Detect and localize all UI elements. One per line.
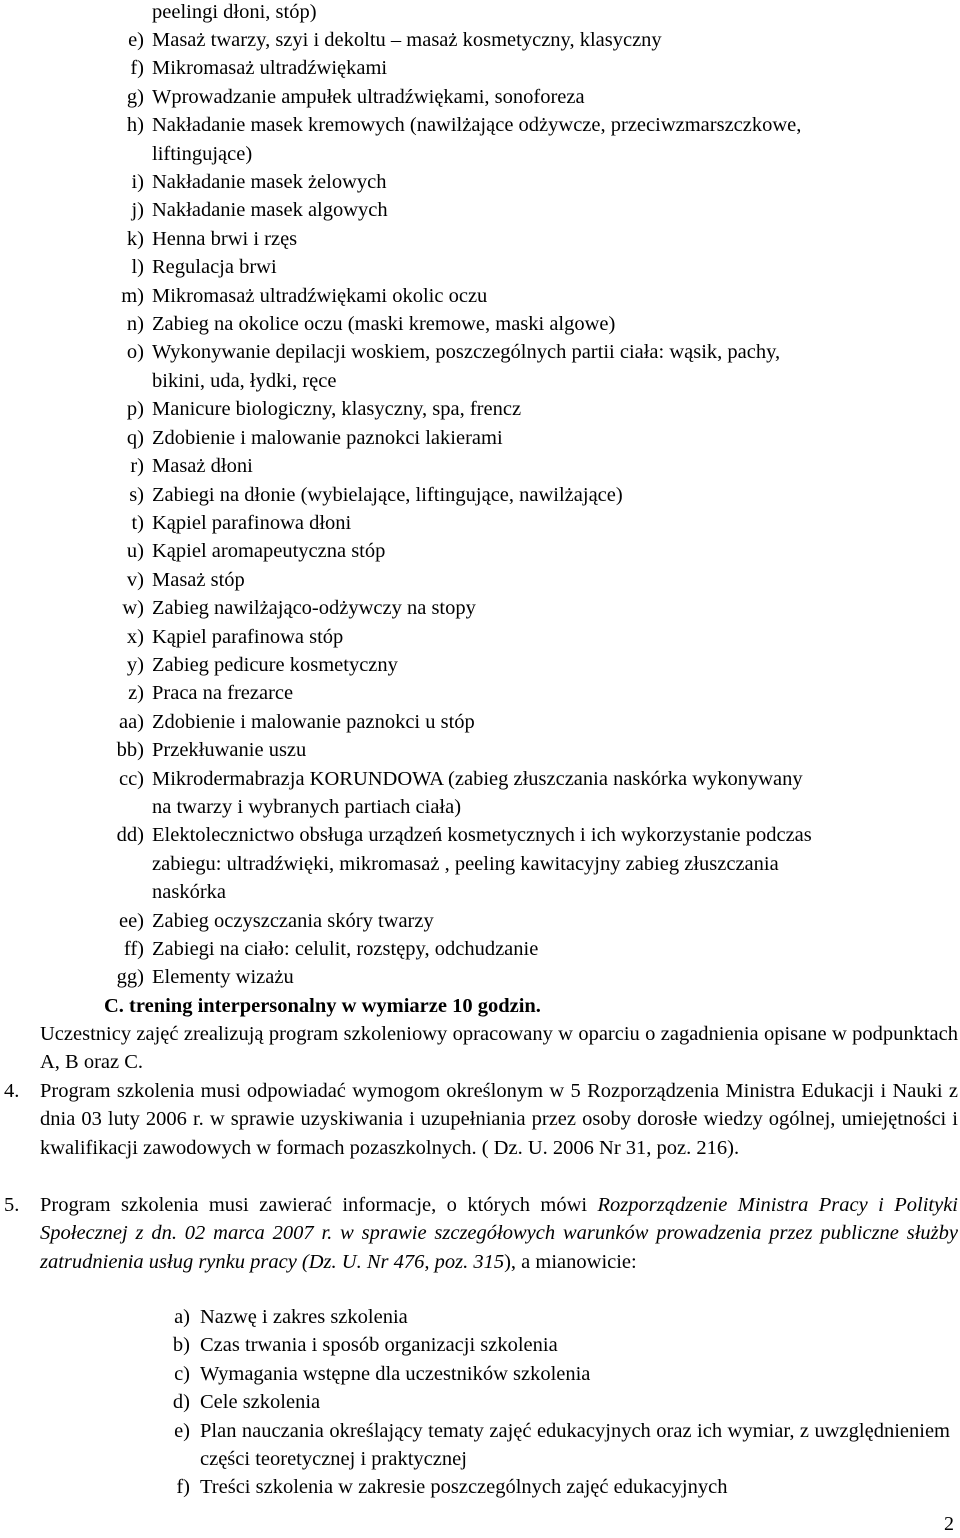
topic-item-text: Manicure biologiczny, klasyczny, spa, frencz	[152, 398, 522, 421]
program-item-label: d)	[172, 1391, 190, 1414]
topic-item-label: m)	[121, 284, 144, 307]
topic-item-text: Wykonywanie depilacji woskiem, poszczególnych partii ciała: wąsik, pachy,	[152, 341, 781, 364]
topic-item	[0, 537, 960, 565]
topic-item	[0, 594, 960, 622]
program-item-label: f)	[176, 1476, 190, 1499]
topic-item-text: Zabieg na okolice oczu (maski kremowe, maski algowe)	[152, 313, 616, 336]
topic-item-text: Masaż dłoni	[152, 455, 253, 478]
topic-item-text: Zabieg nawilżająco-odżywczy na stopy	[152, 597, 476, 620]
topic-item-label: w)	[122, 597, 144, 620]
topic-item-text: Zdobienie i malowanie paznokci u stóp	[152, 710, 475, 733]
topic-item	[0, 907, 960, 935]
topic-item-label	[0, 140, 152, 168]
topic-item-text: Wprowadzanie ampułek ultradźwiękami, sonoforeza	[152, 85, 585, 108]
topic-item	[0, 54, 960, 82]
topic-item-text: Przekłuwanie uszu	[152, 739, 307, 762]
program-item-text: Wymagania wstępne dla uczestników szkolenia	[200, 1362, 591, 1385]
topic-item	[0, 623, 960, 651]
topic-item	[0, 878, 960, 906]
topic-item-label: q)	[126, 426, 144, 449]
topic-item	[0, 367, 960, 395]
program-contents-list	[0, 1303, 960, 1502]
topic-item	[0, 566, 960, 594]
program-item-label: a)	[174, 1306, 190, 1328]
topic-item	[0, 679, 960, 707]
topic-item-label: f)	[130, 57, 144, 80]
topic-item-text: Nakładanie masek algowych	[152, 199, 388, 222]
program-item	[0, 1331, 960, 1359]
topic-item-text: naskórka	[152, 881, 227, 904]
topic-item	[0, 509, 960, 537]
topic-item-label: r)	[130, 455, 144, 478]
topic-item-text: bikini, uda, łydki, ręce	[152, 369, 337, 392]
topic-item	[0, 253, 960, 281]
topic-item-text: Praca na frezarce	[152, 682, 294, 705]
program-item-text: Treści szkolenia w zakresie poszczególnych zajęć edukacyjnych	[200, 1476, 728, 1499]
topic-item-label: aa)	[118, 710, 144, 733]
topic-item-label: gg)	[116, 966, 144, 989]
topic-item-text: Nakładanie masek żelowych	[152, 171, 387, 194]
topic-item	[0, 651, 960, 679]
topic-item-text: Zabiegi na dłonie (wybielające, liftingujące, nawilżające)	[152, 483, 623, 506]
topic-item-label: ff)	[123, 938, 144, 960]
topic-item	[0, 26, 960, 54]
topic-item-text: Zabieg oczyszczania skóry twarzy	[152, 909, 434, 932]
item-5-number: 5.	[4, 1194, 20, 1216]
participants-paragraph: Uczestnicy zajęć zrealizują program szkoleniowy opracowany w oparciu o zagadnienia opisane w podpunktach A, B oraz C.	[40, 1023, 958, 1074]
topic-item-label: x)	[126, 625, 144, 648]
topic-item-text: Mikromasaż ultradźwiękami okolic oczu	[152, 284, 488, 307]
program-item-text: Plan nauczania określający tematy zajęć edukacyjnych oraz ich wymiar, z uwzględnieniem części teoretycznej i praktycznej	[200, 1419, 950, 1471]
topic-item-text: Henna brwi i rzęs	[152, 227, 298, 250]
topic-item-label: u)	[126, 540, 144, 563]
topic-item-text: Elementy wizażu	[152, 966, 294, 989]
program-item-text: Cele szkolenia	[200, 1391, 321, 1414]
program-item-label: c)	[174, 1362, 190, 1385]
topic-item-label: h)	[126, 114, 144, 137]
topic-item-text: Mikromasaż ultradźwiękami	[152, 57, 388, 80]
topic-item-text: Elektolecznictwo obsługa urządzeń kosmetycznych i ich wykorzystanie podczas	[152, 824, 812, 847]
topic-item	[0, 708, 960, 736]
topic-item-text: Kąpiel aromapeutyczna stóp	[152, 540, 386, 563]
topic-item	[0, 850, 960, 878]
topic-item	[0, 168, 960, 196]
item-5-text-start: Program szkolenia musi zawierać informacje, o których mówi	[40, 1194, 598, 1216]
topic-item	[0, 140, 960, 168]
topic-item-text: Masaż stóp	[152, 568, 245, 591]
topic-item	[0, 935, 960, 963]
item-4-text: Program szkolenia musi odpowiadać wymogom określonym w 5 Rozporządzenia Ministra Edukacji i Nauki z dnia 03 luty 2006 r. w sprawie uzyskiwania i uzupełniania przez osoby dorosłe wiedzy ogólnej, umiejętności i kwalifikacji zawodowych w formach pozaszkolnych. ( Dz. U. 2006 Nr 31, poz. 216).	[40, 1080, 958, 1159]
topic-item-label: o)	[126, 341, 144, 364]
topic-item-label: g)	[126, 85, 144, 108]
topic-item-text: Mikrodermabrazja KORUNDOWA (zabieg złuszczania naskórka wykonywany	[152, 767, 803, 790]
topic-item	[0, 196, 960, 224]
topic-item-text: Masaż twarzy, szyi i dekoltu – masaż kosmetyczny, klasyczny	[152, 29, 662, 51]
topic-item-label	[0, 367, 152, 395]
topic-item	[0, 225, 960, 253]
program-item-label: b)	[172, 1334, 190, 1357]
section-c-heading: C. trening interpersonalny w wymiarze 10 godzin.	[104, 995, 541, 1017]
program-item	[0, 1417, 960, 1474]
item-4-number: 4.	[4, 1080, 20, 1102]
topic-item	[0, 765, 960, 793]
topic-item-text: zabiegu: ultradźwięki, mikromasaż , peeling kawitacyjny zabieg złuszczania	[152, 852, 779, 875]
topic-item-label: v)	[126, 568, 144, 591]
topic-item	[0, 452, 960, 480]
topic-item-label: k)	[126, 227, 144, 250]
topic-item-text: Regulacja brwi	[152, 256, 277, 279]
continuation-line: peelingi dłoni, stóp)	[152, 1, 317, 23]
topic-item-label: l)	[131, 256, 144, 279]
topic-item-label: ee)	[118, 909, 144, 932]
topic-item	[0, 821, 960, 849]
program-item	[0, 1388, 960, 1416]
topic-item-text: Zabieg pedicure kosmetyczny	[152, 653, 398, 676]
topic-item	[0, 111, 960, 139]
topic-item	[0, 282, 960, 310]
item-5-regulation-title: Rozporządzenie Ministra Pracy i Polityki Społecznej z dn. 02 marca 2007 r. w sprawie szczegółowych warunków prowadzenia przez publiczne służby zatrudnienia usług rynku pracy (Dz. U. Nr 476, poz. 315	[40, 1194, 958, 1273]
topic-item	[0, 83, 960, 111]
program-item	[0, 1473, 960, 1501]
topic-item-text: Kąpiel parafinowa dłoni	[152, 511, 352, 534]
topic-item-label	[0, 878, 152, 906]
topic-item-label: j)	[131, 199, 144, 222]
topic-item-label: y)	[126, 653, 144, 676]
topic-item-label: bb)	[116, 739, 144, 762]
topic-item-text: Kąpiel parafinowa stóp	[152, 625, 344, 648]
topic-item-label: t)	[131, 511, 144, 534]
program-item	[0, 1303, 960, 1331]
topic-item-label: p)	[126, 398, 144, 421]
item-5-text-end: ), a mianowicie:	[504, 1250, 637, 1273]
topic-item-label: cc)	[118, 767, 144, 790]
topic-item	[0, 395, 960, 423]
topic-item-text: Zabiegi na ciało: celulit, rozstępy, odchudzanie	[152, 938, 539, 960]
topic-item	[0, 310, 960, 338]
item-5-text	[40, 1191, 958, 1276]
topic-item-text: na twarzy i wybranych partiach ciała)	[152, 795, 462, 818]
topic-item-label: dd)	[116, 824, 144, 847]
program-item-label: e)	[174, 1419, 190, 1442]
topic-item	[0, 793, 960, 821]
topic-item	[0, 963, 960, 991]
topic-item-label: n)	[126, 313, 144, 336]
topic-item-text: Zdobienie i malowanie paznokci lakierami	[152, 426, 503, 449]
program-item-text: Czas trwania i sposób organizacji szkolenia	[200, 1334, 558, 1357]
topic-item-label: s)	[129, 483, 144, 506]
topic-item	[0, 736, 960, 764]
topic-item	[0, 424, 960, 452]
topic-item-label: i)	[131, 171, 144, 194]
topic-item-label: e)	[128, 29, 144, 51]
topic-item-label	[0, 850, 152, 878]
topic-item	[0, 338, 960, 366]
program-item-text: Nazwę i zakres szkolenia	[200, 1306, 408, 1328]
topic-item	[0, 481, 960, 509]
topic-item-text: Nakładanie masek kremowych (nawilżające odżywcze, przeciwzmarszczkowe,	[152, 114, 802, 137]
page-number: 2	[944, 1513, 954, 1535]
training-topics-list	[0, 26, 960, 992]
topic-item-label	[0, 793, 152, 821]
program-item	[0, 1360, 960, 1388]
topic-item-label: z)	[128, 682, 144, 705]
topic-item-text: liftingujące)	[152, 142, 253, 165]
